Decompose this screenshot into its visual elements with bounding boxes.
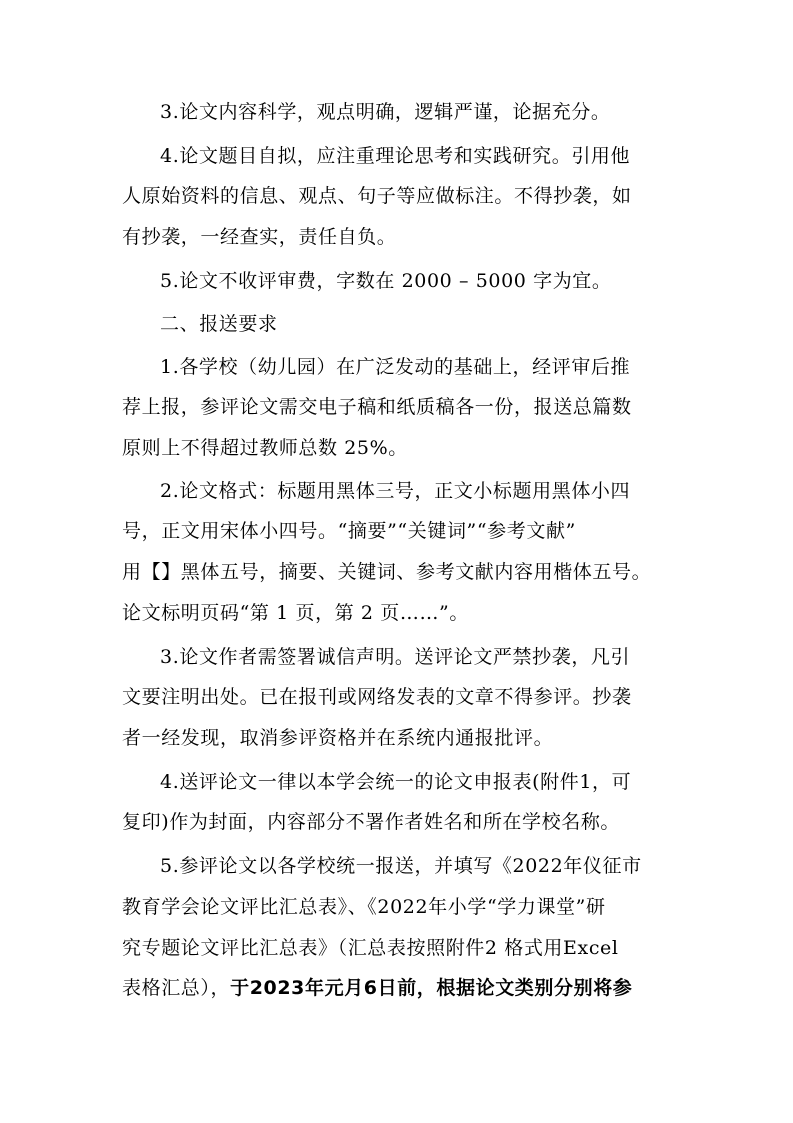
text-line: 教育学会论文评比汇总表》、《2022年小学“学力课堂”研 bbox=[122, 896, 606, 918]
text-line: 有抄袭，一经查实，责任自负。 bbox=[122, 226, 397, 248]
text-normal: 表格汇总）， bbox=[122, 977, 231, 999]
text-line: 者一经发现，取消参评资格并在系统内通报批评。 bbox=[122, 727, 554, 749]
text-line: 4.送评论文一律以本学会统一的论文申报表(附件1，可 bbox=[160, 771, 632, 793]
text-line: 复印)作为封面，内容部分不署作者姓名和所在学校名称。 bbox=[122, 811, 621, 833]
text-line: 人原始资料的信息、观点、句子等应做标注。不得抄袭，如 bbox=[122, 185, 632, 207]
text-line: 2.论文格式：标题用黑体三号，正文小标题用黑体小四 bbox=[160, 480, 631, 502]
text-line: 5.论文不收评审费，字数在 2000 – 5000 字为宜。 bbox=[160, 270, 612, 292]
section-heading: 二、报送要求 bbox=[160, 313, 278, 335]
text-line: 荐上报，参评论文需交电子稿和纸质稿各一份，报送总篇数 bbox=[122, 396, 632, 418]
text-line: 3.论文作者需签署诚信声明。送评论文严禁抄袭，凡引 bbox=[160, 646, 631, 668]
text-line: 4.论文题目自拟，应注重理论思考和实践研究。引用他 bbox=[160, 145, 631, 167]
text-bold: 于2023年元月6日前，根据论文类别分别将参 bbox=[230, 977, 633, 999]
text-line: 究专题论文评比汇总表》（汇总表按照附件2 格式用Excel bbox=[122, 937, 619, 959]
text-line: 3.论文内容科学，观点明确，逻辑严谨，论据充分。 bbox=[160, 101, 611, 123]
text-line: 号，正文用宋体小四号。“摘要”“关键词”“参考文献” bbox=[122, 520, 576, 542]
text-line: 原则上不得超过教师总数 25%。 bbox=[122, 437, 408, 459]
text-line-mixed bbox=[122, 975, 793, 1001]
text-line: 用【】黑体五号，摘要、关键词、参考文献内容用楷体五号。 bbox=[122, 561, 652, 583]
text-line: 文要注明出处。已在报刊或网络发表的文章不得参评。抄袭 bbox=[122, 686, 632, 708]
text-line: 论文标明页码“第 1 页，第 2 页……”。 bbox=[122, 602, 469, 624]
text-line: 1.各学校（幼儿园）在广泛发动的基础上，经评审后推 bbox=[160, 356, 631, 378]
text-line: 5.参评论文以各学校统一报送，并填写《2022年仪征市 bbox=[160, 855, 642, 877]
